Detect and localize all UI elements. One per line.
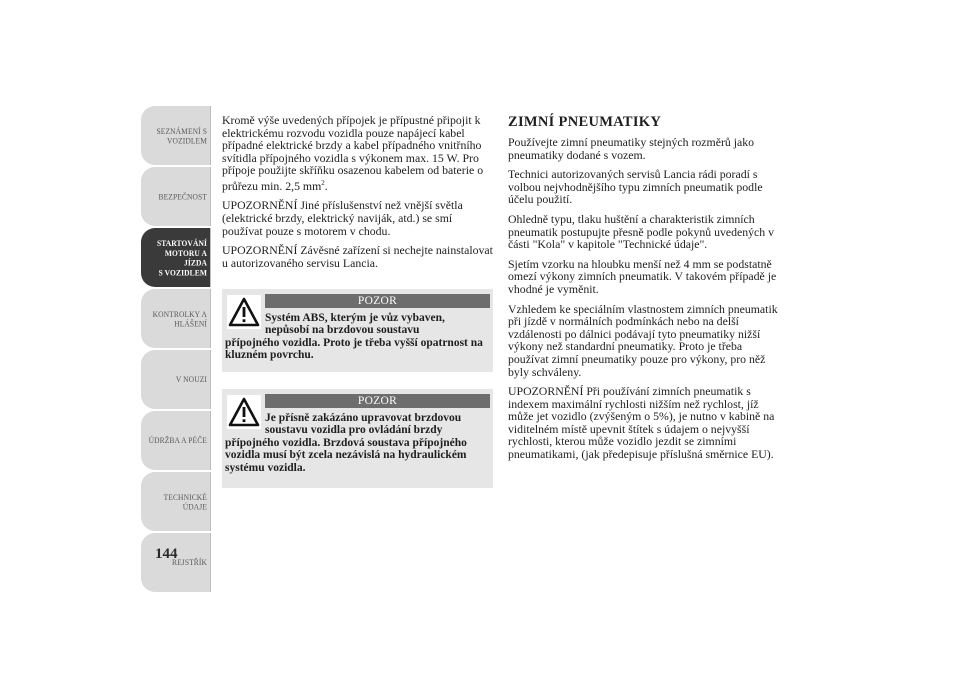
page-number: 144: [155, 546, 178, 562]
tab-kontrolky-a-hlaseni[interactable]: [141, 289, 211, 348]
superscript: 2: [321, 178, 325, 187]
paragraph: Vzhledem ke speciálním vlastnostem zimních pneumatik při jízdě v normálních podmínkách nebo na delší vzdálenosti po dálnici podávají tyto pneumatiky nižší výkony než standardní pneumatiky. Proto je třeba používat zimní pneumatiky pouze pro výkony, pro něž byly schváleny.: [508, 301, 778, 379]
tab-label: V NOUZI: [175, 374, 207, 385]
tab-label: REJSTŘÍK: [172, 557, 207, 568]
paragraph: Sjetím vzorku na hloubku menší než 4 mm se podstatně omezí výkony zimních pneumatik. V takovém případě je vhodné je vyměnit.: [508, 256, 777, 296]
left-column: [222, 114, 494, 276]
warning-box-abs: [222, 289, 493, 372]
tab-label: ÚDRŽBA A PÉČE: [148, 435, 207, 446]
tab-technicke-udaje[interactable]: [141, 472, 211, 531]
section-heading: ZIMNÍ PNEUMATIKY: [508, 114, 662, 130]
paragraph: UPOZORNĚNÍ Při používání zimních pneumatik s indexem maximální rychlosti nižším než rychlost, jíž může jet vozidlo (zvýšeným o 5%), je nutno v kabině na viditelném místě upevnit štítek s údajem o nejvyšší rychlosti, kterou může vozidlo jezdit se zimními pneumatikami, (jak předepisuje příslušná směrnice EU).: [508, 384, 775, 462]
paragraph: Technici autorizovaných servisů Lancia rádi poradí s volbou nejvhodnějšího typu zimních pneumatik podle účelu použití.: [508, 167, 763, 207]
warning-box-brakes: [222, 389, 493, 488]
tab-bezpecnost[interactable]: [141, 167, 211, 226]
tab-label: KONTROLKY A HLÁŠENÍ: [152, 308, 207, 329]
trailer-connection-paragraph: Kromě výše uvedených přípojek je přípustné připojit k elektrickému rozvodu vozidla pouze napájecí kabel případné elektrické brzdy a kabel případného vnitřního svítidla přípojného vozidla s výkonem max. 15 W. Pro přípoje použijte skříňku osazenou kabelem od baterie o průřezu min. 2,5 $mm^2$.: [222, 113, 484, 193]
tab-label: STARTOVÁNÍ MOTORU A JÍZDA S VOZIDLEM: [156, 237, 207, 278]
warning-title: POZOR: [265, 294, 490, 308]
tab-label: SEZNÁMENÍ S VOZIDLEM: [156, 125, 207, 146]
tab-udrzba-a-pece[interactable]: [141, 411, 211, 470]
tab-v-nouzi[interactable]: [141, 350, 211, 409]
warning-triangle-icon: [227, 395, 261, 429]
warning-text: Systém ABS, kterým je vůz vybaven, nepůsobí na brzdovou soustavu přípojného vozidla. Proto je třeba vyšší opatrnost na kluzném povrchu.: [225, 312, 483, 362]
paragraph: Ohledně typu, tlaku huštění a charakteristik zimních pneumatik postupujte přesně podle pokynů uvedených v části "Kola" v kapitole "Technické údaje".: [508, 211, 775, 252]
warning-triangle-icon: [227, 295, 261, 329]
right-column: [508, 114, 783, 468]
accessories-note: UPOZORNĚNÍ Jiné příslušenství než vnější světla (elektrické brzdy, elektrický naviják, atd.) se smí používat pouze s motorem v chodu.: [222, 198, 463, 238]
tab-startovani-motoru[interactable]: [141, 228, 211, 287]
tab-label: BEZPEČNOST: [158, 191, 207, 202]
hitch-installation-note: UPOZORNĚNÍ Závěsné zařízení si nechejte nainstalovat u autorizovaného servisu Lancia.: [222, 243, 493, 270]
chapter-tabs: [141, 106, 211, 594]
paragraph: Používejte zimní pneumatiky stejných rozměrů jako pneumatiky dodané s vozem.: [508, 135, 755, 162]
warning-text: Je přísně zakázáno upravovat brzdovou soustavu vozidla pro ovládání brzdy přípojného vozidla. Brzdová soustava přípojného vozidla musí být zcela nezávislá na hydraulickém systému vozidla.: [225, 412, 467, 474]
tab-label: TECHNICKÉ ÚDAJE: [163, 491, 207, 512]
warning-title: POZOR: [265, 394, 490, 408]
tab-seznameni-s-vozidlem[interactable]: [141, 106, 211, 165]
